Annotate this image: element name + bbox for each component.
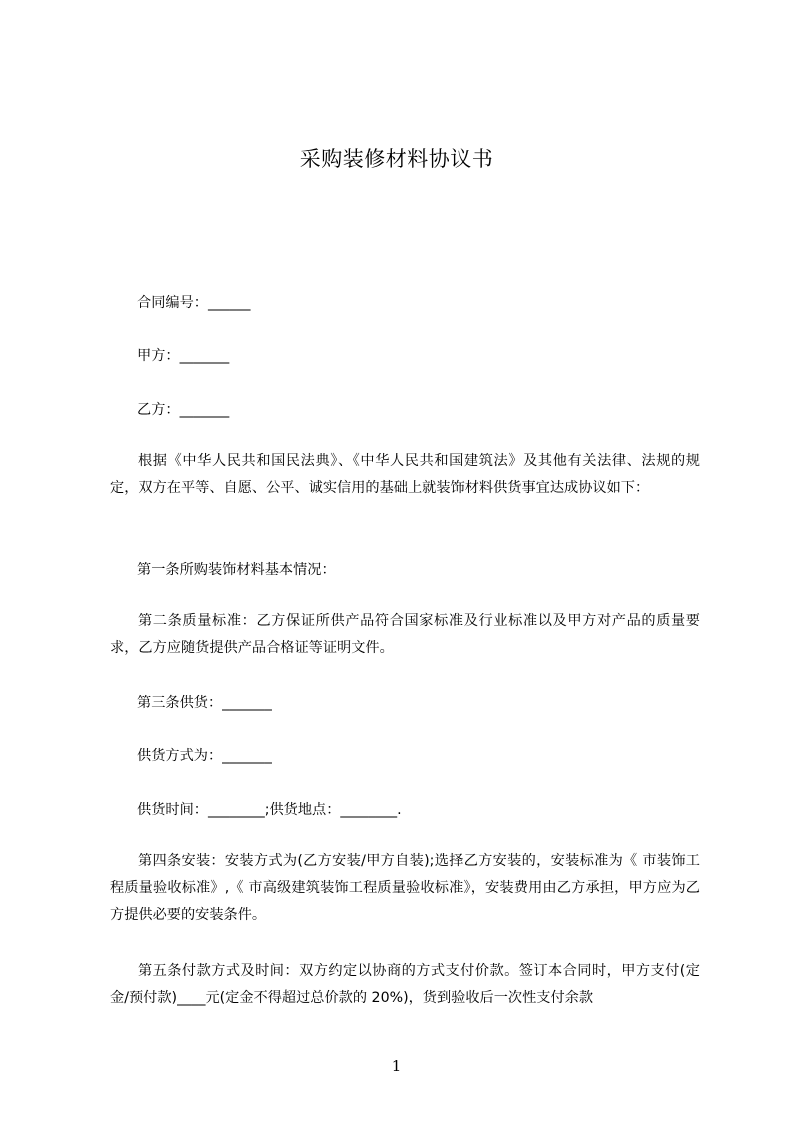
document-title: 采购装修材料协议书 [299,147,494,171]
supply-time-place-line: 供货时间：________;供货地点：________. [137,802,402,818]
supply-method-line: 供货方式为：_______ [137,748,272,764]
article-3: 第三条供货：_______ [137,695,272,711]
party-b-line: 乙方：_______ [137,402,230,418]
contract-number-line: 合同编号：______ [137,295,251,311]
article-1: 第一条所购装饰材料基本情况： [137,562,336,578]
article-2: 第二条质量标准：乙方保证所供产品符合国家标准及行业标准以及甲方对产品的质量要求，乙方应随货提供产品合格证等证明文件。 [110,613,700,656]
party-a-line: 甲方：_______ [137,348,230,364]
preamble-paragraph: 根据《中华人民共和国民法典》、《中华人民共和国建筑法》及其他有关法律、法规的规定，双方在平等、自愿、公平、诚实信用的基础上就装饰材料供货事宜达成协议如下： [110,453,700,496]
article-4: 第四条安装：安装方式为(乙方安装/甲方自装);选择乙方安装的，安装标准为《 市装饰工程质量验收标准》,《 市高级建筑装饰工程质量验收标准》，安装费用由乙方承担，甲方应为乙方提供必要的安装条件。 [110,853,700,923]
page-number: 1 [391,1057,402,1075]
article-5: 第五条付款方式及时间：双方约定以协商的方式支付价款。签订本合同时，甲方支付(定金/预付款)____元(定金不得超过总价款的 20%)，货到验收后一次性支付余款 [110,963,700,1006]
